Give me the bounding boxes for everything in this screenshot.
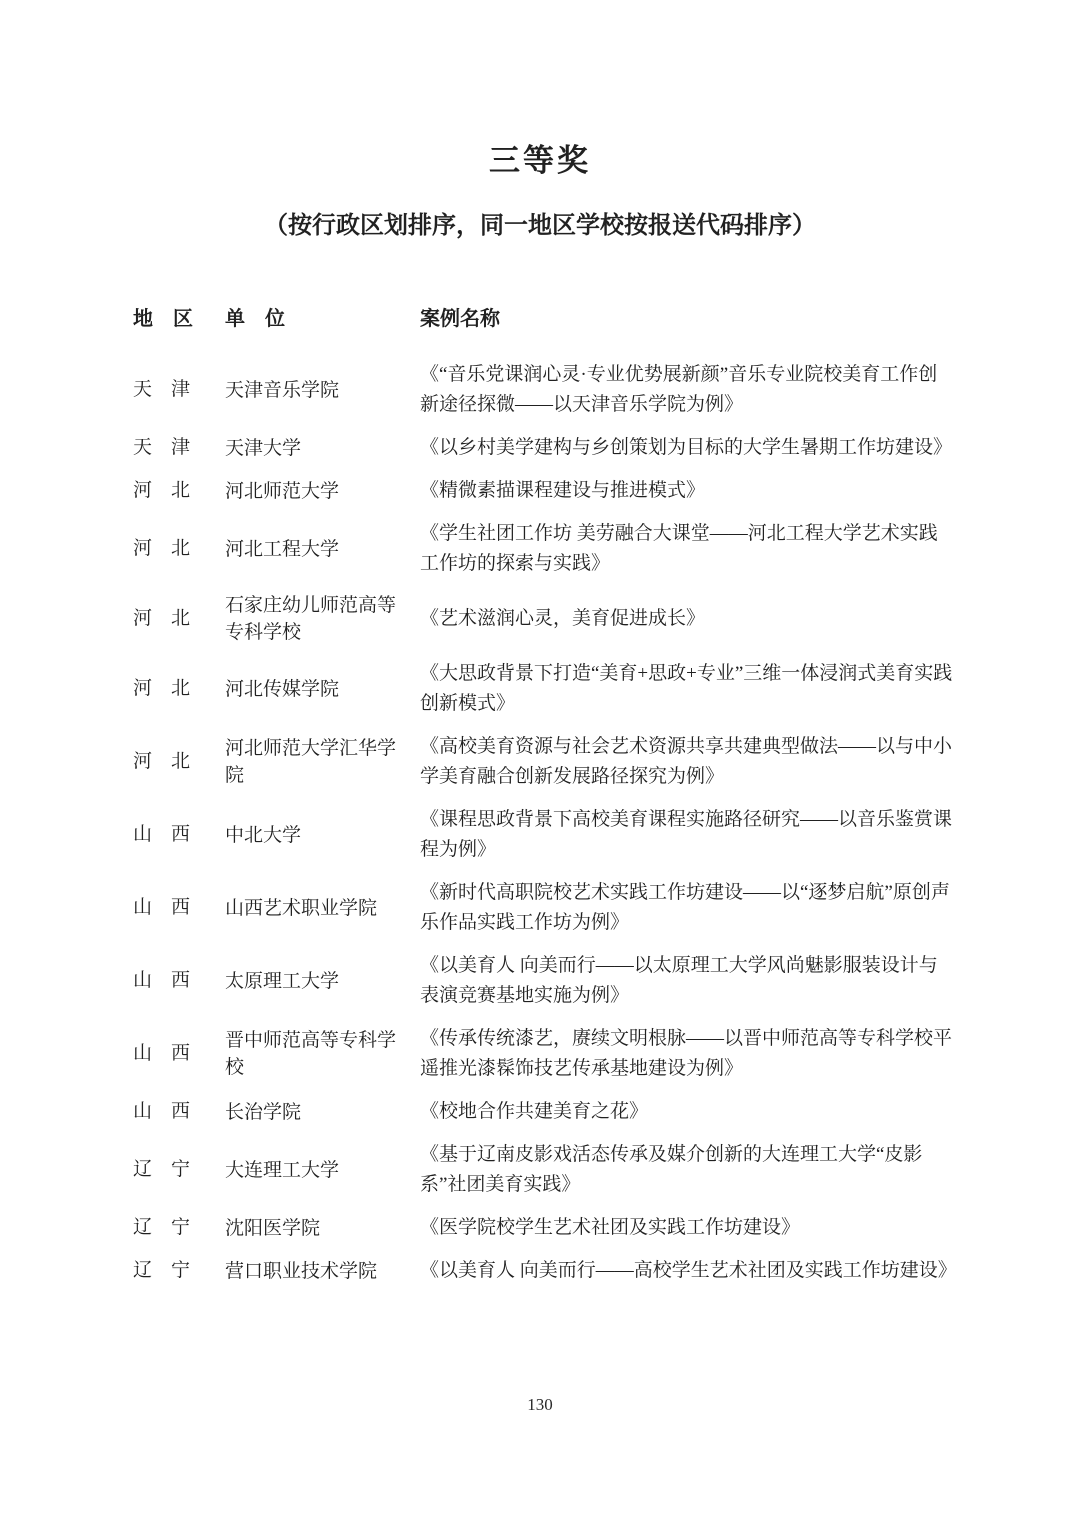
- unit-cell: 石家庄幼儿师范高等专科学校: [225, 595, 397, 643]
- table-row: [133, 476, 980, 506]
- page-subtitle: （按行政区划排序，同一地区学校按报送代码排序）: [264, 212, 816, 239]
- unit-cell: 太原理工大学: [225, 970, 340, 992]
- unit-cell: 山西艺术职业学院: [225, 897, 378, 919]
- region-cell: 河 北: [133, 678, 191, 699]
- region-cell: 山 西: [133, 897, 191, 918]
- unit-cell: 天津音乐学院: [225, 379, 340, 401]
- table-row: [133, 951, 980, 1011]
- table-row: [133, 360, 980, 420]
- table-header-row: [133, 304, 980, 334]
- unit-cell: 大连理工大学: [225, 1159, 340, 1181]
- region-cell: 河 北: [133, 608, 191, 629]
- case-name-cell: 《课程思政背景下高校美育课程实施路径研究——以音乐鉴赏课程为例》: [420, 809, 953, 860]
- case-name-cell: 《校地合作共建美育之花》: [420, 1101, 649, 1122]
- table-row: [133, 1140, 980, 1200]
- page-title: 三等奖: [489, 143, 591, 178]
- table-body: [133, 360, 980, 1286]
- header-unit: 单 位: [225, 308, 285, 330]
- case-name-cell: 《基于辽南皮影戏活态传承及媒介创新的大连理工大学“皮影系”社团美育实践》: [420, 1144, 923, 1195]
- case-name-cell: 《高校美育资源与社会艺术资源共享共建典型做法——以与中小学美育融合创新发展路径探究为例》: [420, 736, 953, 787]
- unit-cell: 河北传媒学院: [225, 678, 340, 700]
- case-name-cell: 《以乡村美学建构与乡创策划为目标的大学生暑期工作坊建设》: [420, 437, 953, 458]
- case-name-cell: 《学生社团工作坊 美劳融合大课堂——河北工程大学艺术实践工作坊的探索与实践》: [420, 523, 938, 574]
- unit-cell: 沈阳医学院: [225, 1217, 321, 1239]
- header-case-name: 案例名称: [420, 308, 500, 330]
- unit-cell: 天津大学: [225, 437, 302, 459]
- region-cell: 辽 宁: [133, 1217, 191, 1238]
- unit-cell: 长治学院: [225, 1101, 302, 1123]
- table-row: [133, 805, 980, 865]
- region-cell: 山 西: [133, 970, 191, 991]
- case-name-cell: 《以美育人 向美而行——高校学生艺术社团及实践工作坊建设》: [420, 1260, 957, 1281]
- unit-cell: 晋中师范高等专科学校: [225, 1030, 397, 1078]
- table-row: [133, 592, 980, 646]
- table-row: [133, 732, 980, 792]
- case-name-cell: 《传承传统漆艺，赓续文明根脉——以晋中师范高等专科学校平遥推光漆髹饰技艺传承基地建设为例》: [420, 1028, 953, 1079]
- case-name-cell: 《以美育人 向美而行——以太原理工大学风尚魅影服装设计与表演竞赛基地实施为例》: [420, 955, 938, 1006]
- region-cell: 天 津: [133, 379, 191, 400]
- unit-cell: 河北师范大学: [225, 480, 340, 502]
- table-row: [133, 878, 980, 938]
- case-name-cell: 《新时代高职院校艺术实践工作坊建设——以“逐梦启航”原创声乐作品实践工作坊为例》: [420, 882, 950, 933]
- table-row: [133, 1097, 980, 1127]
- table-row: [133, 519, 980, 579]
- table-row: [133, 433, 980, 463]
- region-cell: 河 北: [133, 538, 191, 559]
- award-table: [133, 304, 980, 1286]
- case-name-cell: 《艺术滋润心灵，美育促进成长》: [420, 608, 706, 629]
- case-name-cell: 《“音乐党课润心灵·专业优势展新颜”音乐专业院校美育工作创新途径探微——以天津音乐学院为例》: [420, 364, 938, 415]
- unit-cell: 河北师范大学汇华学院: [225, 738, 397, 786]
- region-cell: 天 津: [133, 437, 191, 458]
- region-cell: 辽 宁: [133, 1159, 191, 1180]
- case-name-cell: 《医学院校学生艺术社团及实践工作坊建设》: [420, 1217, 801, 1238]
- table-row: [133, 659, 980, 719]
- page-number: 130: [527, 1395, 553, 1414]
- region-cell: 山 西: [133, 1043, 191, 1064]
- unit-cell: 中北大学: [225, 824, 302, 846]
- region-cell: 河 北: [133, 480, 191, 501]
- region-cell: 山 西: [133, 824, 191, 845]
- header-region: 地 区: [133, 308, 193, 330]
- region-cell: 山 西: [133, 1101, 191, 1122]
- unit-cell: 营口职业技术学院: [225, 1260, 378, 1282]
- table-row: [133, 1024, 980, 1084]
- region-cell: 辽 宁: [133, 1260, 191, 1281]
- table-row: [133, 1213, 980, 1243]
- region-cell: 河 北: [133, 751, 191, 772]
- case-name-cell: 《大思政背景下打造“美育+思政+专业”三维一体浸润式美育实践创新模式》: [420, 663, 953, 714]
- table-row: [133, 1256, 980, 1286]
- case-name-cell: 《精微素描课程建设与推进模式》: [420, 480, 706, 501]
- unit-cell: 河北工程大学: [225, 538, 340, 560]
